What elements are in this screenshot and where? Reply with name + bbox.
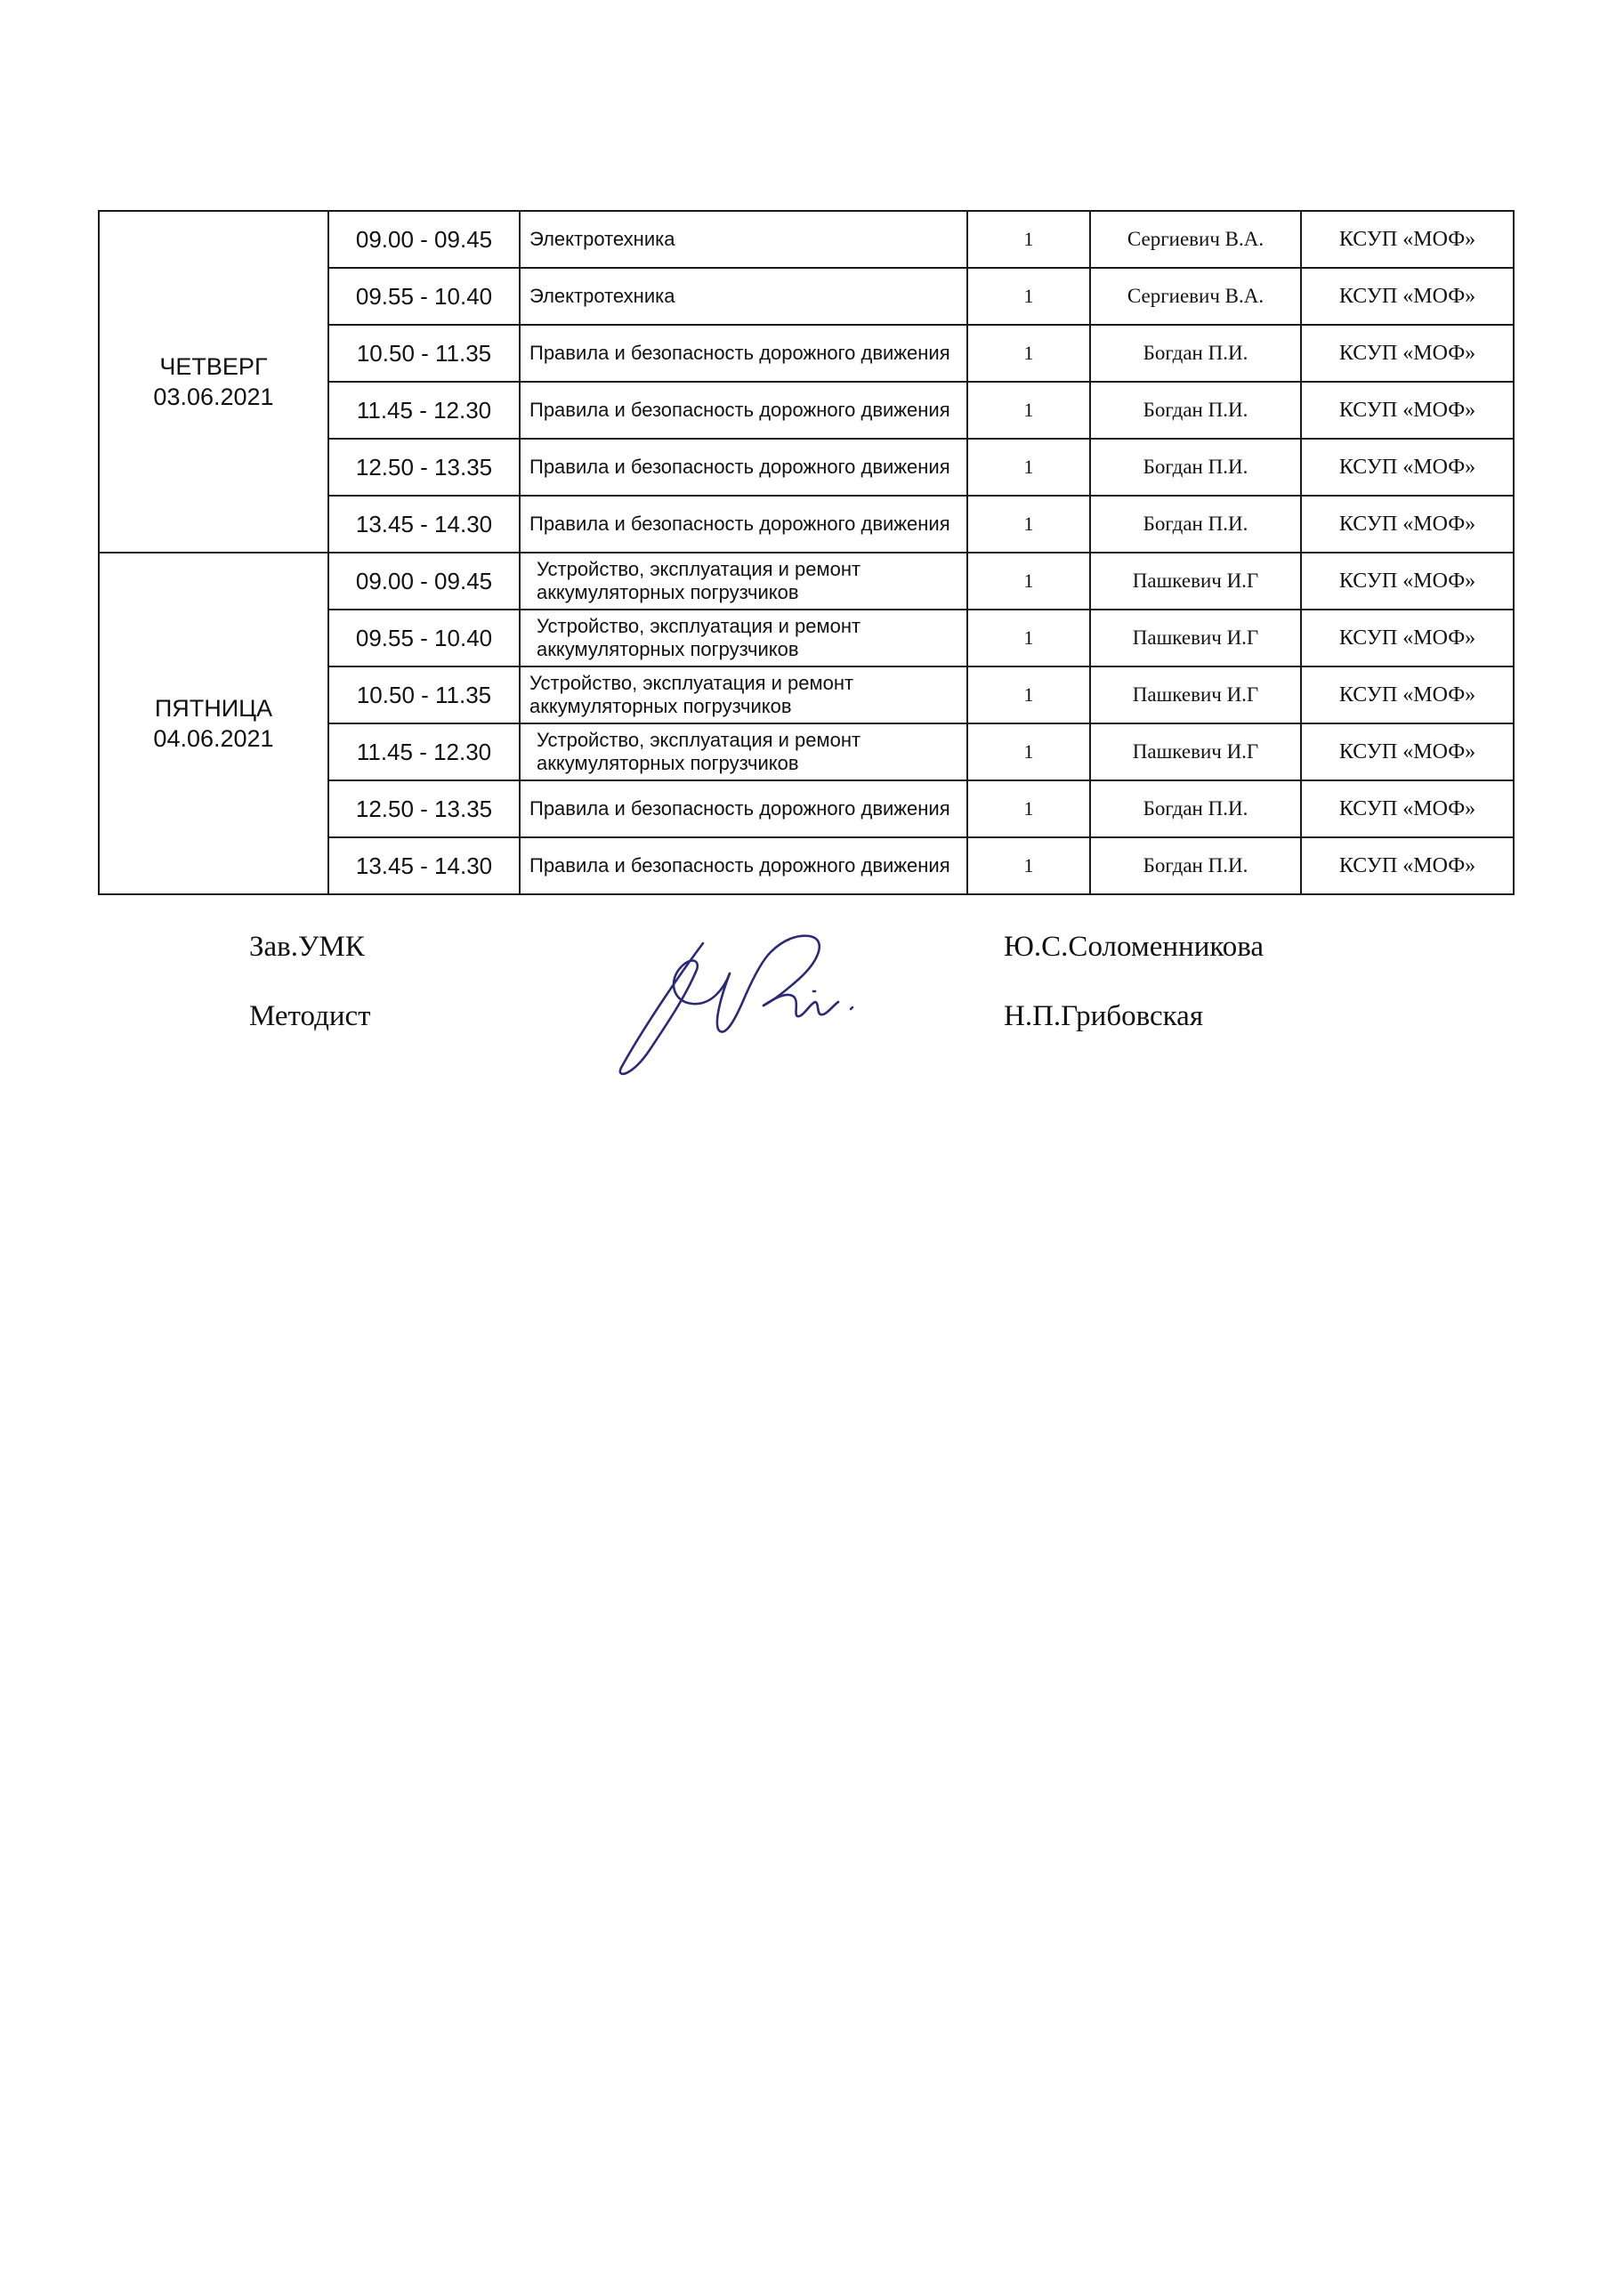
day-cell	[99, 553, 328, 894]
lesson-number: 1	[967, 382, 1090, 439]
head-role: Зав.УМК	[249, 931, 365, 963]
lesson-number: 1	[967, 439, 1090, 496]
lesson-number: 1	[967, 268, 1090, 325]
lesson-subject: Правила и безопасность дорожного движения	[520, 837, 967, 894]
lesson-place: КСУП «МОФ»	[1301, 780, 1514, 837]
lesson-subject: Правила и безопасность дорожного движения	[520, 439, 967, 496]
lesson-teacher: Пашкевич И.Г	[1090, 553, 1301, 610]
methodist-name: Н.П.Грибовская	[1004, 1000, 1204, 1032]
lesson-subject: Правила и безопасность дорожного движения	[520, 382, 967, 439]
lesson-number: 1	[967, 723, 1090, 780]
lesson-subject: Правила и безопасность дорожного движения	[520, 496, 967, 553]
lesson-time: 12.50 - 13.35	[328, 439, 520, 496]
day-name: ЧЕТВЕРГ	[159, 353, 268, 380]
lesson-time: 10.50 - 11.35	[328, 666, 520, 723]
lesson-place: КСУП «МОФ»	[1301, 325, 1514, 382]
lesson-subject: Устройство, эксплуатация и ремонт аккумуляторных погрузчиков	[520, 666, 967, 723]
lesson-time: 11.45 - 12.30	[328, 723, 520, 780]
lesson-teacher: Пашкевич И.Г	[1090, 666, 1301, 723]
lesson-time: 09.00 - 09.45	[328, 553, 520, 610]
lesson-place: КСУП «МОФ»	[1301, 382, 1514, 439]
lesson-number: 1	[967, 780, 1090, 837]
lesson-teacher: Сергиевич В.А.	[1090, 211, 1301, 268]
lesson-place: КСУП «МОФ»	[1301, 723, 1514, 780]
table-row	[99, 211, 1514, 268]
lesson-subject: Правила и безопасность дорожного движения	[520, 325, 967, 382]
lesson-time: 09.00 - 09.45	[328, 211, 520, 268]
lesson-teacher: Богдан П.И.	[1090, 439, 1301, 496]
day-date: 03.06.2021	[153, 384, 274, 410]
lesson-place: КСУП «МОФ»	[1301, 439, 1514, 496]
lesson-place: КСУП «МОФ»	[1301, 268, 1514, 325]
lesson-subject: Устройство, эксплуатация и ремонт аккумуляторных погрузчиков	[520, 723, 967, 780]
lesson-number: 1	[967, 325, 1090, 382]
methodist-role: Методист	[249, 1000, 371, 1032]
lesson-number: 1	[967, 553, 1090, 610]
lesson-teacher: Богдан П.И.	[1090, 325, 1301, 382]
lesson-subject: Электротехника	[520, 268, 967, 325]
lesson-number: 1	[967, 837, 1090, 894]
lesson-subject: Электротехника	[520, 211, 967, 268]
lesson-teacher: Богдан П.И.	[1090, 496, 1301, 553]
lesson-time: 13.45 - 14.30	[328, 837, 520, 894]
lesson-time: 12.50 - 13.35	[328, 780, 520, 837]
lesson-place: КСУП «МОФ»	[1301, 553, 1514, 610]
lesson-time: 11.45 - 12.30	[328, 382, 520, 439]
lesson-time: 10.50 - 11.35	[328, 325, 520, 382]
day-name: ПЯТНИЦА	[154, 695, 273, 722]
lesson-teacher: Сергиевич В.А.	[1090, 268, 1301, 325]
lesson-number: 1	[967, 211, 1090, 268]
lesson-time: 13.45 - 14.30	[328, 496, 520, 553]
day-cell	[99, 211, 328, 553]
lesson-time: 09.55 - 10.40	[328, 268, 520, 325]
table-row	[99, 553, 1514, 610]
lesson-teacher: Богдан П.И.	[1090, 837, 1301, 894]
lesson-time: 09.55 - 10.40	[328, 610, 520, 666]
head-name: Ю.С.Соломенникова	[1004, 931, 1264, 963]
lesson-subject: Устройство, эксплуатация и ремонт аккумуляторных погрузчиков	[520, 610, 967, 666]
lesson-place: КСУП «МОФ»	[1301, 211, 1514, 268]
lesson-place: КСУП «МОФ»	[1301, 837, 1514, 894]
lesson-subject: Устройство, эксплуатация и ремонт аккумуляторных погрузчиков	[520, 553, 967, 610]
lesson-number: 1	[967, 610, 1090, 666]
lesson-teacher: Пашкевич И.Г	[1090, 610, 1301, 666]
lesson-teacher: Богдан П.И.	[1090, 780, 1301, 837]
lesson-teacher: Богдан П.И.	[1090, 382, 1301, 439]
day-date: 04.06.2021	[153, 725, 274, 752]
lesson-subject: Правила и безопасность дорожного движения	[520, 780, 967, 837]
lesson-teacher: Пашкевич И.Г	[1090, 723, 1301, 780]
handwritten-signature	[596, 917, 890, 1086]
lesson-place: КСУП «МОФ»	[1301, 610, 1514, 666]
lesson-place: КСУП «МОФ»	[1301, 666, 1514, 723]
lesson-number: 1	[967, 496, 1090, 553]
lesson-place: КСУП «МОФ»	[1301, 496, 1514, 553]
lesson-number: 1	[967, 666, 1090, 723]
schedule-table	[98, 210, 1515, 895]
